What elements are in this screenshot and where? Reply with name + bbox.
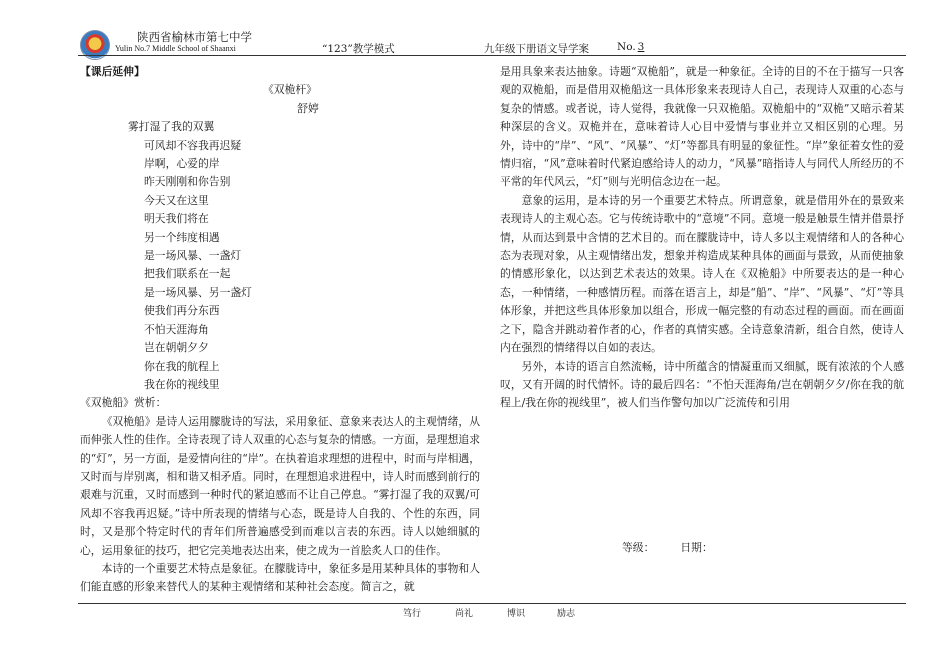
poem-line: 是一场风暴、一盏灯 (144, 249, 242, 263)
sheet-number (617, 41, 654, 53)
teaching-mode: “123”教学模式 (322, 43, 395, 55)
poem-line: 把我们联系在一起 (144, 267, 231, 281)
appreciation-paragraph: 另外，本诗的语言自然流畅，诗中所蕴含的情凝重而又细腻，既有浓浓的个人感叹，又有开阔的时代情怀。诗的最后四名：“不怕天涯海角/岂在朝朝夕夕/你在我的航程上/我在你的视线里”，被人们当作警句加以广泛流传和引用 (500, 359, 904, 410)
footer-motto: 博识 (507, 609, 526, 619)
poem-line: 雾打湿了我的双翼 (128, 120, 215, 134)
header-divider (78, 55, 906, 56)
footer-motto: 励志 (557, 609, 576, 619)
page-header (0, 0, 950, 62)
appreciation-paragraph: 是用具象来表达抽象。诗题“双桅船”，就是一种象征。全诗的目的不在于描写一只客观的双桅船，而是借用双桅船这一具体形象来表现诗人自己，表现诗人双重的心态与复杂的情感。或者说，诗人觉得，我就像一只双桅船。双桅船中的“双桅”又暗示着某种深层的含义。双桅并在，意味着诗人心目中爱情与事业并立又相区别的心理。另外，诗中的“岸”、“风”、“风暴”、“灯”等都具有明显的象征性。“岸”象征着女性的爱情归宿，“风”意味着时代紧迫感给诗人的动力，“风暴”暗指诗人与同代人所经历的不平常的年代风云，“灯”则与光明信念边在一起。 (500, 65, 904, 189)
footer-motto: 尚礼 (455, 609, 474, 619)
poem-line: 不怕天涯海角 (144, 322, 209, 336)
school-name-cn: 陕西省榆林市第七中学 (137, 30, 252, 44)
poem-line: 你在我的航程上 (144, 359, 220, 373)
poem-line: 另一个纬度相遇 (144, 230, 220, 244)
date-label: 日期： (680, 541, 713, 554)
section-title: 【课后延伸】 (80, 65, 145, 78)
poem-line: 岂在朝朝夕夕 (144, 341, 209, 355)
appreciation-title: 《双桅船》赏析： (80, 396, 167, 410)
grade-title: 九年级下册语文导学案 (484, 43, 589, 55)
poem-line: 是一场风暴、另一盏灯 (144, 285, 252, 299)
left-column (80, 63, 480, 597)
appreciation-paragraph: 意象的运用，是本诗的另一个重要艺术特点。所谓意象，就是借用外在的景致来表现诗人的主观心态。它与传统诗歌中的“意境”不同。意境一般是触景生情并借景抒情，从而达到景中含情的艺术目的。而在朦胧诗中，诗人多以主观情绪和人的各种心态为表现对象，从主观情绪出发，想象并构造成某种具体的画面与景致，从而使抽象的情感形象化，以达到艺术表达的效果。诗人在《双桅船》中所要表达的是一种心态，一种情绪，一种感情历程。而落在语言上，却是“船”、“岸”、“风暴”、“灯”等具体形象，并把这些具体形象加以组合，形成一幅完整的有动态过程的画面。而在画面之下，隐含并跳动着作者的心，作者的真情实感。全诗意象清新，组合自然，使诗人内在强烈的情绪得以自如的表达。 (500, 193, 904, 355)
sheet-number-value: 3 (637, 41, 645, 53)
footer-divider (78, 603, 906, 604)
poem-line: 岸啊，心爱的岸 (144, 157, 220, 171)
poem-line: 明天我们将在 (144, 212, 209, 226)
poem-line: 昨天刚刚和你告别 (144, 175, 231, 189)
poem-title: 《双桅杆》 (263, 83, 317, 97)
grade-date-line (622, 540, 713, 555)
poem-line: 可风却不容我再迟疑 (144, 138, 242, 152)
right-column (500, 63, 904, 413)
poem-line: 我在你的视线里 (144, 377, 220, 391)
appreciation-paragraph: 本诗的一个重要艺术特点是象征。在朦胧诗中，象征多是用某种具体的事物和人们能直感的形象来替代人的某种主观情绪和某种社会态度。简言之，就 (80, 561, 480, 594)
poem-line: 今天又在这里 (144, 193, 209, 207)
school-name-en: Yulin No.7 Middle School of Shaanxi (115, 44, 236, 53)
sheet-number-label: No. (617, 41, 636, 53)
appreciation-paragraph: 《双桅船》是诗人运用朦胧诗的写法，采用象征、意象来表达人的主观情绪，从而伸张人性的佳作。全诗表现了诗人双重的心态与复杂的情感。一方面，是理想追求的“灯”，另一方面，是爱情向往的“岸”。在执着追求理想的进程中，时而与岸相遇，又时而与岸别离，相和谐又相矛盾。同时，在理想追求进程中，诗人时而感到前行的艰难与沉重，又时而感到一种时代的紧迫感而不让自己停息。“雾打湿了我的双翼/可风却不容我再迟疑。”诗中所表现的情绪与心态，既是诗人自我的、个性的东西，同时，又是那个特定时代的青年们所普遍感受到而难以言表的东西。诗人以她细腻的心，运用象征的技巧，把它完美地表达出来，使之成为一首脍炙人口的佳作。 (80, 414, 480, 557)
poem-author: 舒婷 (297, 101, 319, 115)
poem-line: 使我们再分东西 (144, 304, 220, 318)
footer-motto: 笃行 (403, 609, 422, 619)
grade-label: 等级： (622, 541, 655, 554)
